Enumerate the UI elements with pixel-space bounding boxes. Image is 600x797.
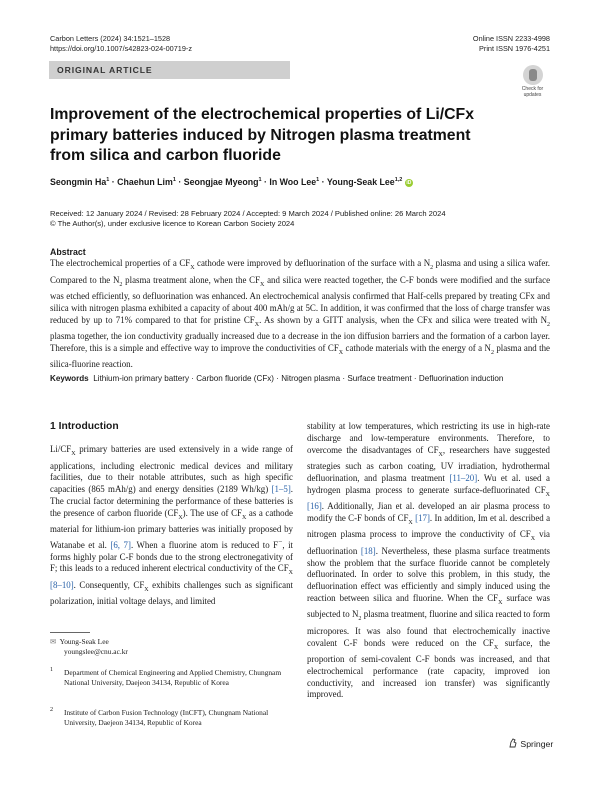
citation-link[interactable]: [8–10] [50, 579, 74, 590]
affiliation-2: 2 Institute of Carbon Fusion Technology (InCFT), Chungnam National University, Daejeon 34134, Republic of Korea [50, 707, 269, 727]
citation-link[interactable]: [17] [415, 512, 430, 523]
citation-link[interactable]: [1–5] [271, 484, 291, 495]
author-list: Seongmin $Ha^1$ · Chaehun Lim$^1$ · Seongjae Myeong$^1$ · In Woo Lee$^1$ · Young-Seak Lee$^{1,2}$ iD [50, 177, 412, 187]
orcid-icon[interactable]: iD [406, 180, 412, 186]
publisher-logo: Springer [508, 738, 553, 749]
citation-link[interactable]: [6, 7] [110, 539, 131, 550]
springer-horse-icon [508, 738, 518, 748]
check-for-updates-icon [523, 65, 543, 85]
citation-link[interactable]: [11–20] [449, 472, 478, 483]
correspondence: ✉ Young-Seak Lee youngslee@cnu.ac.kr [50, 637, 128, 656]
citation-link[interactable]: [16] [307, 501, 322, 512]
journal-citation: Carbon Letters (2024) 34:1521–1528 https://doi.org/10.1007/s42823-024-00719-z [50, 34, 192, 53]
abstract-body: The electrochemical properties of a $CF_X$ cathode were improved by defluorination of the surface with a $N_2$ plasma and using a silica wafer. Compared to the $N_2$ plasma treatment alone, when the $CF_X$ and silica were reacted together, the C-F bonds were modified and the surface was etched efficiently, so defluorination was enhanced. An electrochemical analysis confirmed that Half-cells prepared by treating CFx and silica with nitrogen plasma exhibited a capacity of about 400 mAh/g at 5C. In addition, it was confirmed that the loss of charge transfer was reduced by up to 71% compared to that for pristine $CF_X$. As shown by a GITT analysis, when the CFx and silica were treated with $N_2$ plasma together, the ion conductivity gradually increased due to a decrease in the ion diffusion barriers and the formation of a carbon layer. Therefore, this is a simple and effective way to improve the conductivities of $CF_X$ cathode materials with the energy of a $N_2$ plasma and the silica-fluorine reaction. [50, 258, 551, 370]
citation-link[interactable]: [18] [360, 545, 376, 556]
affiliation-1: 1 Department of Chemical Engineering and Applied Chemistry, Chungnam National University, Daejeon 34134, Republic of Korea [50, 667, 282, 687]
intro-column-left: $Li/CF_X$ primary batteries are used extensively in a wide range of applications, including electronic medical devices and military facilities, due to their notable attributes, such as high specific capacities (865 mAh/g) and energy densities (2189 Wh/kg) [1–5]. The crucial factor determining the performance of these batteries is the presence of carbon fluoride $(CF_X)$. The use of $CF_X$ as a cathode material for lithium-ion primary batteries was initially proposed by Watanabe et al. [6, 7]. When a fluorine atom is reduced to F−, it forms highly polar C-F bonds due to the strong electronegativity of F; this leads to a reduced inherent electrical conductivity of the $CF_X$ [8–10]. Consequently, $CF_X$ exhibits challenges such as significant polarization, initial voltage delays, and limited [50, 444, 293, 607]
paper-title: Improvement of the electrochemical properties of Li/CFx primary batteries induced by Nitrogen plasma treatment from silica and carbon fluoride [50, 106, 474, 164]
keywords: Keywords Lithium-ion primary battery · Carbon fluoride (CFx) · Nitrogen plasma · Surface treatment · Defluorination induction [50, 374, 504, 383]
email-link[interactable]: youngslee@cnu.ac.kr [64, 646, 128, 656]
issn-info: Online ISSN 2233-4998 Print ISSN 1976-4251 [472, 34, 550, 53]
article-type-banner: ORIGINAL ARTICLE [49, 61, 290, 79]
section-heading: 1 Introduction [50, 421, 119, 432]
email-icon: ✉ [50, 637, 57, 646]
publication-dates: Received: 12 January 2024 / Revised: 28 February 2024 / Accepted: 9 March 2024 / Published online: 26 March 2024 © The Author(s), under exclusive licence to Korean Carbon Society 2024 [50, 209, 446, 228]
check-for-updates-badge[interactable]: Check for updates [515, 65, 550, 98]
intro-column-right: stability at low temperatures, which restricting its use in high-rate discharge and low-temperature environments. Therefore, to overcome the disadvantages of $CF_X$, researchers have suggested strategies such as carbon coating, UV irradiation, hydrothermal defluorination, and plasma treatment [11–20]. Wu et al. used a hydrogen plasma process to generate surface-defluorinated $CF_X$ [16]. Additionally, Jian et al. developed an air plasma process to modify the C-F bonds of $CF_X$ [17]. In addition, Im et al. described a nitrogen plasma process to improve the conductivity of $CF_X$ via defluorination [18]. Nevertheless, these plasma surface treatments show the problem that the surface fluoride cannot be completely defluorinated. In order to solve this problem, in this study, the defluorination effect was efficiently and simply induced using the reaction between silica and fluorine. When the $CF_X$ surface was subjected to $N_2$ plasma treatment, fluorine and silica reacted to form micropores. It was also found that electrochemically inactive covalent C-F bonds were reduced on the $CF_X$ surface, the proportion of semi-covalent C-F bonds was increased, and that electrochemical performance (rate capacity, improved ion conductivity, and increased ion transfer) was significantly improved. [307, 421, 551, 700]
abstract-heading: Abstract [50, 247, 86, 257]
footnote-divider [50, 632, 90, 633]
